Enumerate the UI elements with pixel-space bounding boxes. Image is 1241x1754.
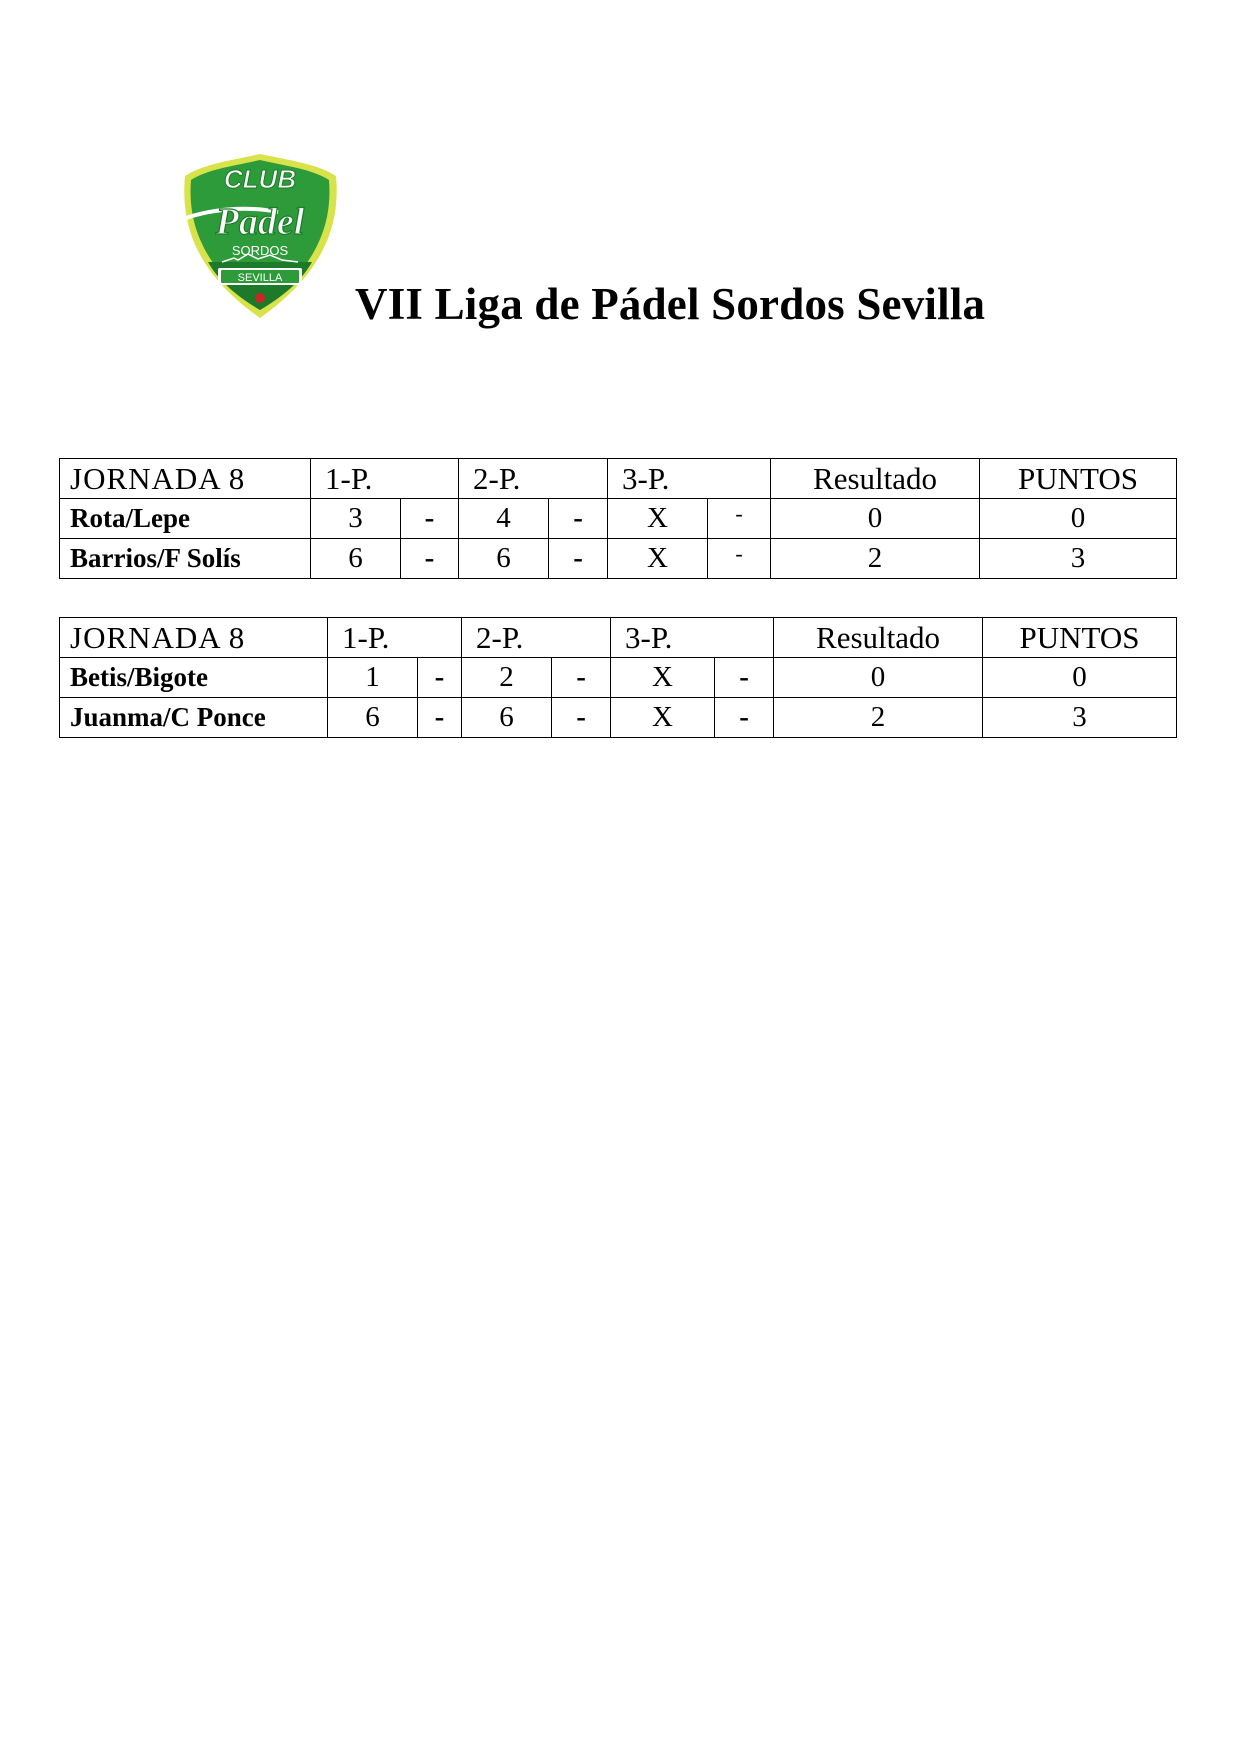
set-1-score: 3 [311, 499, 401, 539]
set-2-header: 2-P. [462, 618, 611, 658]
result-value: 0 [774, 658, 983, 698]
result-value: 2 [771, 539, 980, 579]
team-name: Betis/Bigote [60, 658, 328, 698]
score-separator: - [418, 698, 462, 738]
set-1-score: 6 [311, 539, 401, 579]
round-label: JORNADA 8 [60, 459, 311, 499]
club-padel-sordos-logo [178, 150, 343, 322]
points-header: PUNTOS [983, 618, 1177, 658]
result-header: Resultado [771, 459, 980, 499]
table-header-row [60, 459, 1177, 499]
score-separator: - [708, 499, 771, 539]
result-value: 2 [774, 698, 983, 738]
table-row [60, 658, 1177, 698]
table-row [60, 539, 1177, 579]
round-label: JORNADA 8 [60, 618, 328, 658]
score-separator: - [715, 698, 774, 738]
score-separator: - [715, 658, 774, 698]
table-row [60, 698, 1177, 738]
table-header-row [60, 618, 1177, 658]
logo-banner-text: SEVILLA [237, 272, 283, 284]
points-value: 0 [980, 499, 1177, 539]
team-name: Rota/Lepe [60, 499, 311, 539]
team-name: Juanma/C Ponce [60, 698, 328, 738]
result-value: 0 [771, 499, 980, 539]
points-header: PUNTOS [980, 459, 1177, 499]
score-separator: - [549, 539, 608, 579]
points-value: 3 [983, 698, 1177, 738]
set-1-score: 1 [328, 658, 418, 698]
score-separator: - [552, 698, 611, 738]
set-2-score: 6 [462, 698, 552, 738]
set-2-score: 2 [462, 658, 552, 698]
points-value: 3 [980, 539, 1177, 579]
page-title: VII Liga de Pádel Sordos Sevilla [355, 279, 986, 329]
score-separator: - [552, 658, 611, 698]
logo-padel-text: Padel [215, 201, 305, 243]
match-table [59, 617, 1177, 738]
points-value: 0 [983, 658, 1177, 698]
set-1-header: 1-P. [311, 459, 459, 499]
set-3-score: X [611, 698, 715, 738]
score-separator: - [401, 499, 459, 539]
logo-sordos-text: SORDOS [231, 243, 289, 258]
score-separator: - [708, 539, 771, 579]
result-header: Resultado [774, 618, 983, 658]
set-3-header: 3-P. [608, 459, 771, 499]
match-table [59, 458, 1177, 579]
set-2-header: 2-P. [459, 459, 608, 499]
logo-club-text: CLUB [223, 164, 297, 194]
set-2-score: 4 [459, 499, 549, 539]
team-name: Barrios/F Solís [60, 539, 311, 579]
set-2-score: 6 [459, 539, 549, 579]
score-separator: - [418, 658, 462, 698]
set-3-score: X [611, 658, 715, 698]
set-3-header: 3-P. [611, 618, 774, 658]
set-3-score: X [608, 539, 708, 579]
set-3-score: X [608, 499, 708, 539]
table-row [60, 499, 1177, 539]
score-separator: - [401, 539, 459, 579]
score-separator: - [549, 499, 608, 539]
set-1-header: 1-P. [328, 618, 462, 658]
set-1-score: 6 [328, 698, 418, 738]
